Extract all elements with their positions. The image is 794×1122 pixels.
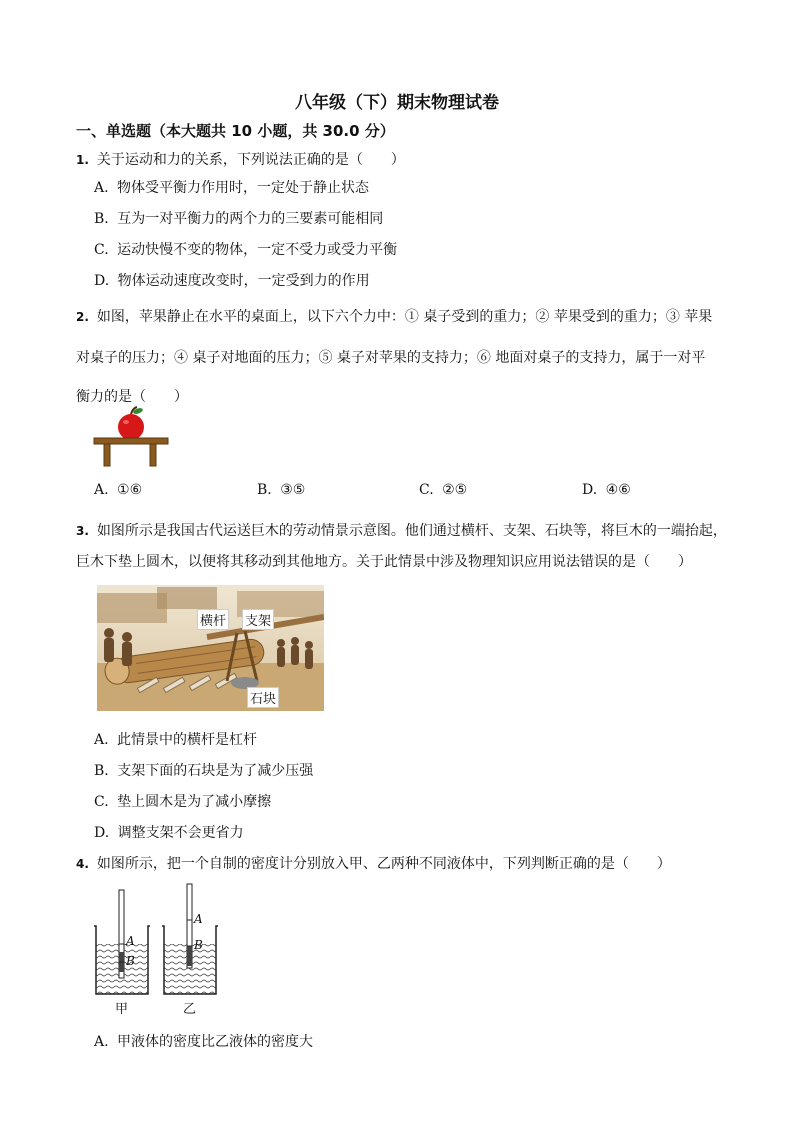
apple-icon <box>118 414 144 440</box>
option-text: ③⑤ <box>280 482 306 498</box>
option-label: D. <box>582 482 598 498</box>
option-text: 互为一对平衡力的两个力的三要素可能相同 <box>117 211 384 227</box>
question-text: 如图所示是我国古代运送巨木的劳动情景示意图。他们通过横杆、支架、石块等，将巨木的一端抬起， <box>96 523 727 539</box>
q2-option-d <box>582 482 631 498</box>
apple-on-table-figure <box>92 406 172 468</box>
label-a-left: A <box>126 934 135 948</box>
option-text: ④⑥ <box>605 482 631 498</box>
question-number: 3. <box>76 524 89 538</box>
option-text: 物体运动速度改变时，一定受到力的作用 <box>117 273 370 289</box>
question-3-line-2: 巨木下垫上圆木，以便将其移动到其他地方。关于此情景中涉及物理知识应用说法错误的是（ ） <box>76 554 692 570</box>
question-2-line-1 <box>76 306 712 326</box>
q2-option-b <box>257 482 305 498</box>
option-text: 甲液体的密度比乙液体的密度大 <box>117 1034 314 1050</box>
q1-option-b <box>94 208 383 228</box>
densimeter-figure <box>90 882 230 1017</box>
table-top <box>94 438 168 444</box>
q4-option-a <box>94 1031 313 1051</box>
question-1-stem <box>76 149 405 169</box>
option-label: A. <box>94 732 109 748</box>
question-text: 如图所示，把一个自制的密度计分别放入甲、乙两种不同液体中，下列判断正确的是（ ） <box>96 856 671 872</box>
question-4-stem <box>76 853 671 873</box>
question-2-line-2: 对桌子的压力；④ 桌子对地面的压力；⑤ 桌子对苹果的支持力；⑥ 地面对桌子的支持力，属于一对平 <box>76 350 706 366</box>
q1-option-c <box>94 239 397 259</box>
question-number: 4. <box>76 857 89 871</box>
option-label: D. <box>94 825 110 841</box>
option-label: C. <box>419 482 434 498</box>
label-stone: 石块 <box>247 687 279 708</box>
table-leg-left <box>104 444 110 466</box>
option-label: B. <box>94 763 109 779</box>
label-b-left: B <box>126 954 135 968</box>
page-title: 八年级（下）期末物理试卷 <box>295 93 499 113</box>
q3-option-d <box>94 822 244 842</box>
question-number: 1. <box>76 153 89 167</box>
option-label: C. <box>94 242 109 258</box>
option-label: C. <box>94 794 109 810</box>
option-text: 垫上圆木是为了减小摩擦 <box>117 794 272 810</box>
option-text: 支架下面的石块是为了减少压强 <box>117 763 314 779</box>
q1-option-a <box>94 177 369 197</box>
q3-option-c <box>94 791 271 811</box>
q2-option-c <box>419 482 467 498</box>
option-text: 此情景中的横杆是杠杆 <box>117 732 258 748</box>
table-leg-right <box>150 444 156 466</box>
question-text: 关于运动和力的关系，下列说法正确的是（ ） <box>96 152 405 168</box>
q3-option-a <box>94 729 257 749</box>
option-label: A. <box>94 1034 109 1050</box>
option-label: D. <box>94 273 110 289</box>
label-a-right: A <box>194 912 203 926</box>
q2-option-a <box>94 482 142 498</box>
label-yi: 乙 <box>183 1002 197 1017</box>
section-heading: 一、单选题（本大题共 10 小题，共 30.0 分） <box>76 122 395 140</box>
label-support: 支架 <box>242 609 274 630</box>
label-jia: 甲 <box>115 1002 129 1017</box>
question-number: 2. <box>76 310 89 324</box>
q1-option-d <box>94 270 370 290</box>
option-label: B. <box>257 482 272 498</box>
option-label: A. <box>94 482 109 498</box>
question-3-line-1 <box>76 520 727 540</box>
option-text: 运动快慢不变的物体，一定不受力或受力平衡 <box>117 242 398 258</box>
option-text: 调整支架不会更省力 <box>117 825 244 841</box>
option-text: ②⑤ <box>442 482 468 498</box>
label-lever: 横杆 <box>197 609 229 630</box>
option-label: B. <box>94 211 109 227</box>
question-text: 如图，苹果静止在水平的桌面上，以下六个力中：① 桌子受到的重力；② 苹果受到的重力；③ 苹果 <box>96 309 713 325</box>
option-label: A. <box>94 180 109 196</box>
label-b-right: B <box>194 938 203 952</box>
q3-option-b <box>94 760 313 780</box>
question-2-line-3: 衡力的是（ ） <box>76 389 188 405</box>
log-transport-illustration <box>97 585 324 711</box>
option-text: 物体受平衡力作用时，一定处于静止状态 <box>117 180 370 196</box>
option-text: ①⑥ <box>117 482 143 498</box>
